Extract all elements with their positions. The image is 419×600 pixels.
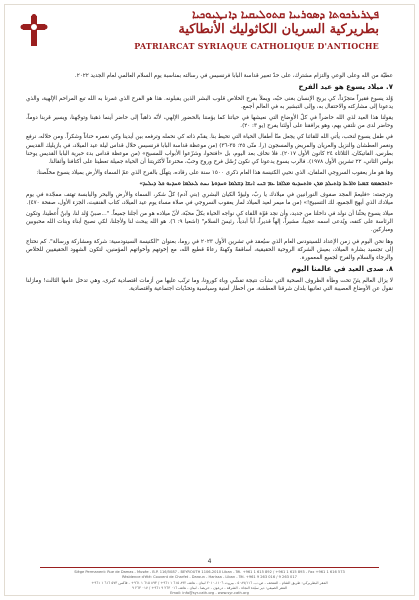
footer-summer-ar: المقر الصيفي: دير سيّدة النجاة - الشرفة - درعون - حريصا - لبنان - هاتف ٠١٦ ٢٦٣ ٩ ٩٦١+ / ٠١٧ ٢٦٣ ٩: [131, 585, 288, 590]
arabic-title: بطريركية السريان الكاثوليك الأنطاكية: [178, 22, 379, 37]
paragraph: ميلاد يسوع يحثّنا أن نولد في داخلنا من جديد، وأن نجد قوّة اللقاء كي نواجه الحياة بكلّ محبّة، لأنّ ميلاده هو من أجلنا جميعاً. "...صبيّ وُلد لنا، وابنٌ أُعطينا، وتكون الرئاسة على كتفه، ويُدعى اسمه عجيباً، مشيراً، إلهاً قديراً، أباً أبدياً، رئيسَ السلام" (اشعيا ٩: ٦). هو الله يبحث لنا ولأجلنا، لكي نصبح أبناء وبنات الله محبوبين ومباركين.: [26, 211, 393, 234]
footer-summer-fr: Résidence d'été: Couvent de Charfet - Daroun - Harissa - Liban - Tél. +961 9 263 016 / 9 263 017: [122, 575, 297, 580]
footer-address-ar: المقر البطريركي: طريق الشام - المتحف - ص.ب. ٥٠٨٧/١١٦ - بيروت ١١٠٦-٢٠١٠ لبنان - هاتف ٨٩٢ ٦١٥ ١ ٩٦١+ / ٨٩٣ ٦١٥ ١ ٩٦١+ - فاكس ٥٧٣ ٦١٦ ١ ٩٦١+: [91, 580, 328, 585]
footer-contact: Email: info@syr-cath.org - www.syr-cath.org: [170, 591, 249, 596]
paragraph: وها نحن اليوم في زمن الإعداد للسينودس العام الذي سيُعقد في تشرين الأول ٢٠٢٣ في روما، بعنوان "الكنيسة السينودسية: شركة ومشاركة ورسالة". كم نحتاج إلى تجسيد بشارة الميلاد، بعيش الشركة الروحية الحقيقية، أساقفةً وكهنةً رعاةً قطيع الله، مع إخوتهم وأخواتهم المؤمنين، لتكون الشهود الحقيقيين للخلاص والرجاء والسلام والفرح لجميع المعمورة.: [26, 238, 393, 261]
letterhead: [0, 0, 419, 64]
syriac-title: ܦܛܪܝܪܟܘܬܐ ܕܣܘܪܝܝܐ ܩܬܘܠܝܩܝܐ ܕܐܢܛܝܘܟܝܐ: [192, 8, 379, 21]
page-number: 4: [207, 558, 212, 565]
section-heading: ٧. ميلاد يسوع هو عيد الفرح: [298, 83, 393, 92]
footer: [18, 570, 401, 596]
paragraph: لا يزال العالم يئنّ تحت وطأة الظروف الصحية التي نشأت نتيجة تفشّي وباء كورونا، وما ترتّب عليها من أزمات اقتصادية كبرى، وهي تدخل عامها الثالث! ومازلنا نقول عن الأوضاع العصيبة التي تعانيها بلدان شرقنا العطشة، من أخطار أمنية وسياسية وتحدّيات اجتماعية واقتصادية.: [26, 277, 393, 292]
paragraph: يقولنا هذا العيد لذي الله حاضراً في كلّ الأوضاع التي نعيشها في حياتنا كما يؤمننا بالحضور الإلهي، لأنّه ذاهباً إلى حاضر أينما ذهبنا وتوجّهنا، ويسير قربنا دوماً، وحاضر لدى من نلتقي بهم، وهو يرافقنا على أولئنا يفرح (يو ٣: ٢٠).: [26, 115, 393, 130]
footer-divider: [40, 567, 379, 568]
footer-address-fr: Siège Permanent: Rue de Damas - Musée - B.P. 116/5087 - BEYROUTH 1106-2010 Liban - Tél. +961 1 615 892 / +961 1 615 893 - Fax +961 1 616 573: [74, 570, 345, 574]
patriarchate-cross-logo: [20, 14, 48, 48]
paragraph: وُلد يسوع فقيراً متجرّداً، كي يربح الإنسان بغنى حبّه، ويملأ بفرح الخلاص قلوب البشر الذين يقبلونه. هذا هو الفرح الذي غمرنا به الله تبع المراحم الإلهية، والذي يدعونا إلى مشاركته والاحتفال به، وإلى التبشير به في العالم أجمع.: [26, 96, 393, 111]
latin-title: PATRIARCAT SYRIAQUE CATHOLIQUE D'ANTIOCHE: [134, 41, 379, 51]
paragraph: وها هو مار يعقوب السروجي الملفان، الذي نحيي الكنيسة هذا العام ذكرى ١٥٠٠ سنة على رقاده، يتهلّل بالفرح الذي عمّ السماء والأرض بميلاد يسوع مخلّصنا:: [36, 169, 393, 176]
quote-translation: وترجمته: «فليعمّ المجد صفوف النورانيين في ميلادك يا ربّ، وليؤدّ الكيان البشري (بني آدم) كلّ شكر، السماء والأرض والبحر واليابسة تهتف ممجّدة في يوم ميلادك الذي أبهج الجميع، لك التسبيح!» (من ما ميمر لعيد الميلاد لمار يعقوب السروجي في صلاة مساء يوم عيد الميلاد، كتاب الفنقيث، الجزء الأول، صفحة ٤٧٠).: [26, 192, 393, 207]
paragraph: في طفل يسوع لنحب، يأتي الله للقائنا كي يجعل منّا أطفال الحياة التي تحيط بنا. يقدّم ذاته كي نحمله وترفعه بين أيدينا وكي نغمره حناناً وشكراً. ومن خلاله، نرفع ونغمر العطشان والنزيل والعريان والمريض والمسجون (را. متّى ٢٥: ٣٥-٣٦) (من موعظة قداسة البابا فرنسيس خلال قداس ليلة عيد الميلاد، في بازيليك القديس بطرس، الفاتيكان، الثلاثاء ٢٤ كانون الأول ٢٠١٧). فلا نخاف بعد اليوم، بل «افتحوا، وشرّعوا الأبواب للمسيح» (من موعظة قداس بدء حبرية البابا القديس يوحنا بولس الثاني، ٢٢ تشرين الأول ١٩٧٨). فالرب يسوع يدعونا كي نكون رُسُل فرح وروح وحبّ، مخترعاً لأكثريتنا أن الحياة جميلة تعطينا على أكتافنا وأثقالنا.: [26, 134, 393, 165]
section-heading: ٨. صدى العيد في عالمنا اليوم: [291, 264, 393, 273]
paragraph: عطيّة من الله وعلى الوعي والتزام مشترك، على حدّ تعبير قداسة البابا فرنسيس في رسالته بمناسبة يوم السلام العالمي لعام الجديد ٢٠٢٢.: [74, 73, 393, 79]
letter-body: [26, 72, 393, 552]
syriac-quote: «ܐܬܒܣܡܘ ܫܡܝܐ ܘܐܪܥܐ ܕܐܬܝܠܕ ܡܪܢ ܘܐܬܚܕܝܘ ܡܠܐܟܐ ܥܡ ܒܢܝ ܐܢܫܐ ܕܫܠܡܐ ܘܚܕܘܬܐ ܢܚܬ ܠܥܠܡܐ ܘܚܕܝܘ ܟܠ ܕܝܠܝܕ»: [139, 180, 393, 187]
